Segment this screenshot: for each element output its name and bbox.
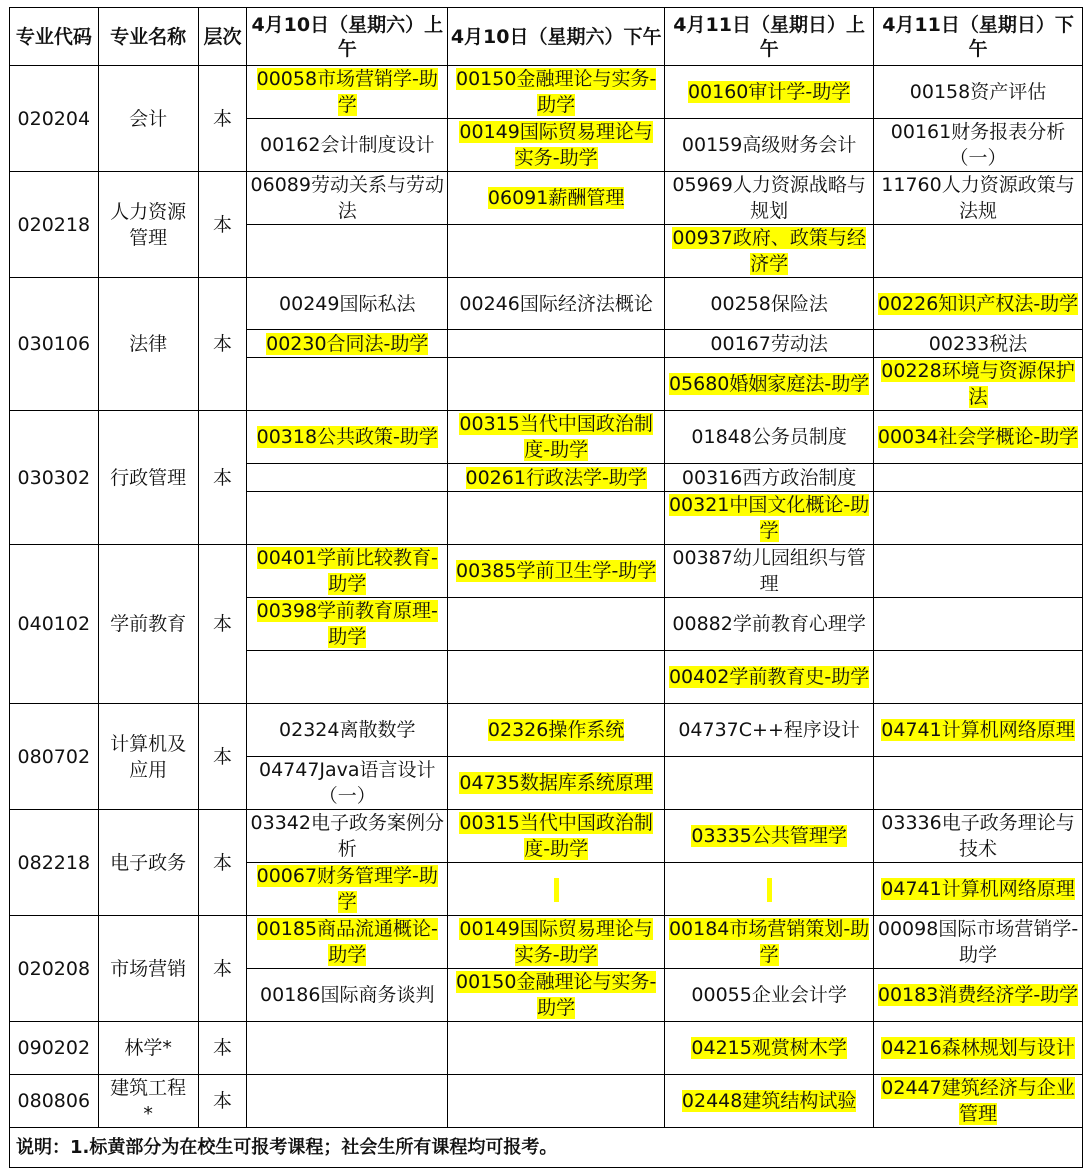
course-cell (448, 757, 665, 810)
course-name: 00316西方政治制度 (681, 466, 857, 489)
course-cell (247, 757, 448, 810)
course-cell (665, 172, 874, 225)
course-name: 04735数据库系统原理 (459, 772, 653, 794)
course-cell (448, 358, 665, 411)
course-name: 03342电子政务案例分析 (250, 812, 444, 860)
major-code: 030302 (10, 411, 99, 545)
course-name: 03336电子政务理论与技术 (881, 812, 1075, 860)
major-code: 020208 (10, 916, 99, 1022)
course-name: 00159高级财务会计 (681, 134, 857, 156)
course-cell (665, 464, 874, 492)
course-cell (874, 278, 1083, 330)
course-name: 00385学前卫生学-助学 (456, 560, 657, 582)
course-cell (665, 545, 874, 598)
course-name: 05969人力资源战略与规划 (672, 174, 866, 222)
course-cell (448, 863, 665, 916)
course-name: 00150金融理论与实务-助学 (456, 68, 657, 116)
major-level: 本 (198, 1075, 247, 1128)
course-cell (874, 651, 1083, 704)
course-cell (448, 545, 665, 598)
course-name: 02447建筑经济与企业管理 (881, 1077, 1075, 1125)
course-name: 02324离散数学 (279, 719, 416, 741)
header-d1am: 4月10日（星期六）上午 (247, 8, 448, 66)
course-name: 04741计算机网络原理 (881, 878, 1075, 900)
course-name: 00233税法 (928, 332, 1028, 355)
course-cell (448, 119, 665, 172)
major-name: 学前教育 (98, 545, 198, 704)
major-level: 本 (198, 411, 247, 545)
course-cell (665, 66, 874, 119)
course-cell (665, 916, 874, 969)
course-name: 04216森林规划与设计 (881, 1037, 1075, 1059)
course-name: 00183消费经济学-助学 (877, 984, 1079, 1006)
course-cell (247, 598, 448, 651)
course-cell (874, 119, 1083, 172)
course-name: 03335公共管理学 (691, 825, 847, 847)
course-cell (874, 330, 1083, 358)
course-name: 00321中国文化概论-助学 (668, 494, 870, 542)
major-code: 082218 (10, 810, 99, 916)
course-name: 00249国际私法 (279, 292, 416, 315)
course-cell (665, 704, 874, 757)
course-name: 04737C++程序设计 (678, 719, 860, 741)
course-name: 00149国际贸易理论与实务-助学 (459, 121, 653, 169)
course-cell (247, 651, 448, 704)
header-level: 层次 (198, 8, 247, 66)
course-cell (665, 225, 874, 278)
header-row (10, 8, 1083, 66)
course-cell (874, 1022, 1083, 1075)
course-cell (448, 1075, 665, 1128)
course-name: 00161财务报表分析（一） (890, 121, 1066, 169)
course-name: 00315当代中国政治制度-助学 (459, 413, 653, 461)
course-name: 00158资产评估 (909, 81, 1047, 103)
course-name: 00882学前教育心理学 (672, 613, 866, 635)
course-name: 00226知识产权法-助学 (877, 292, 1079, 315)
major-level: 本 (198, 916, 247, 1022)
course-cell (448, 225, 665, 278)
course-cell (874, 225, 1083, 278)
course-name: 00149国际贸易理论与实务-助学 (459, 918, 653, 966)
major-code: 020204 (10, 66, 99, 172)
course-cell (874, 172, 1083, 225)
exam-schedule-table (9, 7, 1083, 1168)
course-cell (665, 651, 874, 704)
course-cell (874, 598, 1083, 651)
course-name: 04747Java语言设计（一） (258, 759, 436, 807)
course-cell (665, 1075, 874, 1128)
major-level: 本 (198, 66, 247, 172)
major-name: 法律 (98, 278, 198, 411)
course-cell (247, 863, 448, 916)
course-cell (448, 969, 665, 1022)
course-cell (665, 863, 874, 916)
course-cell (247, 1022, 448, 1075)
course-cell (448, 651, 665, 704)
major-code: 020218 (10, 172, 99, 278)
major-level: 本 (198, 704, 247, 810)
major-name: 行政管理 (98, 411, 198, 545)
course-cell (665, 492, 874, 545)
course-name: 00160审计学-助学 (687, 81, 851, 103)
course-name: 00230合同法-助学 (266, 332, 429, 355)
major-name: 计算机及应用 (98, 704, 198, 810)
course-cell (665, 278, 874, 330)
table-row (10, 916, 1083, 969)
course-cell (874, 66, 1083, 119)
table-row (10, 1022, 1083, 1075)
course-cell (448, 598, 665, 651)
course-name: 02326操作系统 (487, 719, 625, 741)
course-name: 00228环境与资源保护法 (881, 360, 1075, 408)
course-cell (665, 810, 874, 863)
course-cell (874, 464, 1083, 492)
course-cell (448, 330, 665, 358)
course-name: 00185商品流通概论-助学 (256, 918, 438, 966)
major-code: 090202 (10, 1022, 99, 1075)
major-name: 建筑工程* (98, 1075, 198, 1128)
major-name: 市场营销 (98, 916, 198, 1022)
major-code: 080806 (10, 1075, 99, 1128)
footnote: 说明：1.标黄部分为在校生可报考课程；社会生所有课程均可报考。 (10, 1128, 1083, 1168)
course-cell (874, 1075, 1083, 1128)
course-name: 00937政府、政策与经济学 (672, 227, 866, 275)
table-row (10, 66, 1083, 119)
course-cell (448, 278, 665, 330)
course-cell (247, 492, 448, 545)
course-cell (874, 492, 1083, 545)
course-cell (247, 1075, 448, 1128)
course-name: 11760人力资源政策与法规 (881, 174, 1075, 222)
course-cell (874, 358, 1083, 411)
major-level: 本 (198, 172, 247, 278)
course-cell (874, 704, 1083, 757)
header-d2pm: 4月11日（星期日）下午 (874, 8, 1083, 66)
table-row (10, 704, 1083, 757)
course-name: 00167劳动法 (710, 332, 828, 355)
major-code: 040102 (10, 545, 99, 704)
header-name: 专业名称 (98, 8, 198, 66)
course-cell (448, 704, 665, 757)
course-cell (247, 545, 448, 598)
major-level: 本 (198, 1022, 247, 1075)
course-name: 05680婚姻家庭法-助学 (668, 373, 870, 395)
course-cell (448, 464, 665, 492)
course-name: 00246国际经济法概论 (459, 292, 653, 315)
course-cell (448, 492, 665, 545)
course-cell (247, 119, 448, 172)
course-cell (665, 1022, 874, 1075)
course-name: 00258保险法 (710, 292, 828, 315)
course-name: 06091薪酬管理 (487, 187, 625, 209)
course-cell (665, 969, 874, 1022)
course-cell (665, 411, 874, 464)
course-name: 00402学前教育史-助学 (668, 666, 870, 688)
table-row (10, 278, 1083, 330)
course-name: 02448建筑结构试验 (681, 1090, 857, 1112)
course-cell (247, 66, 448, 119)
course-cell (247, 225, 448, 278)
major-code: 080702 (10, 704, 99, 810)
course-cell (247, 172, 448, 225)
course-cell (665, 757, 874, 810)
course-cell (665, 358, 874, 411)
course-name: 00261行政法学-助学 (465, 466, 647, 489)
table-row (10, 810, 1083, 863)
note-row (10, 1128, 1083, 1168)
major-name: 会计 (98, 66, 198, 172)
course-cell (247, 358, 448, 411)
course-cell (665, 598, 874, 651)
course-cell (448, 916, 665, 969)
course-name: 00387幼儿园组织与管理 (672, 547, 866, 595)
course-cell (247, 810, 448, 863)
course-cell (247, 464, 448, 492)
course-cell (874, 545, 1083, 598)
course-cell (665, 119, 874, 172)
course-name: 04215观赏树木学 (691, 1037, 847, 1059)
header-d2am: 4月11日（星期日）上午 (665, 8, 874, 66)
course-cell (448, 66, 665, 119)
course-cell (247, 411, 448, 464)
course-name: 01848公务员制度 (691, 426, 847, 448)
table-row (10, 545, 1083, 598)
course-cell (448, 1022, 665, 1075)
major-level: 本 (198, 278, 247, 411)
course-name: 00098国际市场营销学-助学 (877, 918, 1079, 966)
course-cell (247, 916, 448, 969)
table-row (10, 172, 1083, 225)
course-name: 00186国际商务谈判 (260, 984, 435, 1006)
course-cell (247, 278, 448, 330)
major-name: 人力资源管理 (98, 172, 198, 278)
course-name: 00315当代中国政治制度-助学 (459, 812, 653, 860)
course-name: 00058市场营销学-助学 (256, 68, 438, 116)
major-name: 电子政务 (98, 810, 198, 916)
major-name: 林学* (98, 1022, 198, 1075)
course-cell (874, 969, 1083, 1022)
header-d1pm: 4月10日（星期六）下午 (448, 8, 665, 66)
table-row (10, 411, 1083, 464)
major-level: 本 (198, 810, 247, 916)
course-cell (448, 172, 665, 225)
highlight-mark (767, 878, 772, 902)
course-name: 00034社会学概论-助学 (877, 426, 1079, 448)
course-name: 00184市场营销策划-助学 (668, 918, 870, 966)
course-cell (874, 757, 1083, 810)
course-name: 00162会计制度设计 (260, 134, 435, 156)
header-code: 专业代码 (10, 8, 99, 66)
course-name: 00055企业会计学 (691, 984, 847, 1006)
course-name: 00150金融理论与实务-助学 (456, 971, 657, 1019)
major-code: 030106 (10, 278, 99, 411)
course-cell (247, 704, 448, 757)
course-name: 06089劳动关系与劳动法 (250, 174, 444, 222)
course-cell (448, 411, 665, 464)
course-cell (247, 969, 448, 1022)
course-name: 00318公共政策-助学 (256, 426, 438, 448)
table-row (10, 1075, 1083, 1128)
course-cell (874, 863, 1083, 916)
course-name: 04741计算机网络原理 (881, 719, 1075, 741)
course-name: 00067财务管理学-助学 (256, 865, 438, 913)
highlight-mark (554, 878, 559, 902)
major-level: 本 (198, 545, 247, 704)
course-cell (448, 810, 665, 863)
course-cell (874, 916, 1083, 969)
course-name: 00401学前比较教育-助学 (256, 547, 438, 595)
course-name: 00398学前教育原理-助学 (256, 600, 438, 648)
course-cell (874, 411, 1083, 464)
course-cell (247, 330, 448, 358)
course-cell (665, 330, 874, 358)
course-cell (874, 810, 1083, 863)
